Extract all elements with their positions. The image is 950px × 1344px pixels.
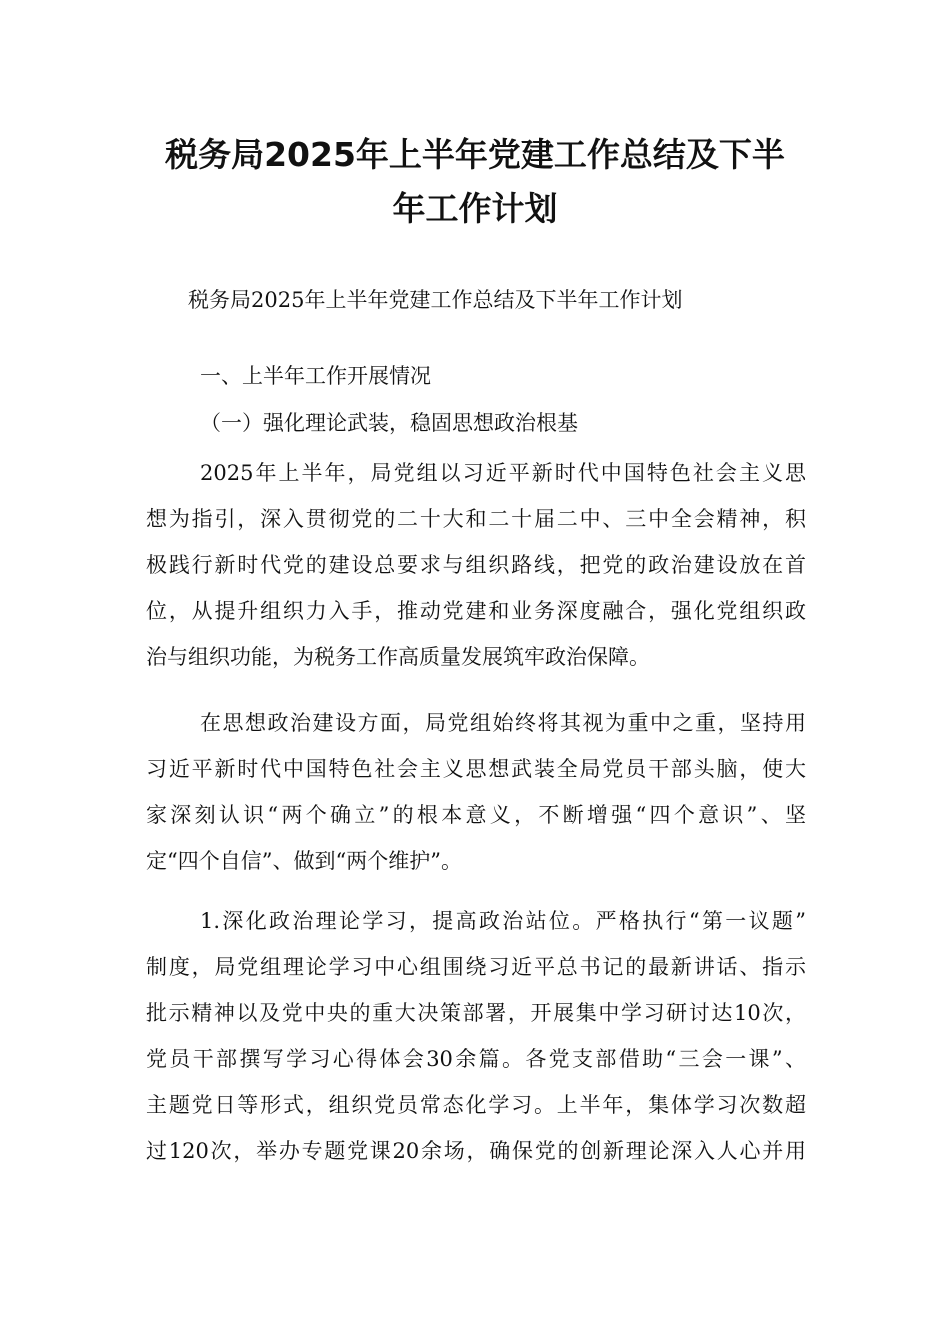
paragraph-3 xyxy=(146,898,806,1174)
paragraph-line: 1.深化政治理论学习，提高政治站位。严格执行“第一议题” xyxy=(200,909,806,933)
document-subtitle: 税务局2025年上半年党建工作总结及下半年工作计划 xyxy=(188,288,683,312)
title-line-2: 年工作计划 xyxy=(392,189,558,228)
subsection-heading-1: （一）强化理论武装，稳固思想政治根基 xyxy=(200,411,578,435)
paragraph-line: 在思想政治建设方面，局党组始终将其视为重中之重，坚持用 xyxy=(200,711,806,735)
paragraph-line: 家深刻认识“两个确立”的根本意义，不断增强“四个意识”、坚 xyxy=(146,803,806,827)
paragraph-line: 极践行新时代党的建设总要求与组织路线，把党的政治建设放在首 xyxy=(146,553,806,577)
paragraph-line: 过120次，举办专题党课20余场，确保党的创新理论深入人心并用 xyxy=(146,1139,806,1163)
section-heading-1: 一、上半年工作开展情况 xyxy=(200,364,431,388)
paragraph-line: 想为指引，深入贯彻党的二十大和二十届二中、三中全会精神，积 xyxy=(146,507,806,531)
paragraph-line: 定“四个自信”、做到“两个维护”。 xyxy=(146,849,462,873)
title-line-1: 税务局2025年上半年党建工作总结及下半 xyxy=(165,135,785,174)
paragraph-line: 2025年上半年，局党组以习近平新时代中国特色社会主义思 xyxy=(200,461,806,485)
document-title xyxy=(140,128,810,236)
paragraph-line: 制度，局党组理论学习中心组围绕习近平总书记的最新讲话、指示 xyxy=(146,955,806,979)
paragraph-line: 位，从提升组织力入手，推动党建和业务深度融合，强化党组织政 xyxy=(146,599,806,623)
paragraph-1 xyxy=(146,450,806,680)
paragraph-line: 党员干部撰写学习心得体会30余篇。各党支部借助“三会一课”、 xyxy=(146,1047,806,1071)
paragraph-line: 主题党日等形式，组织党员常态化学习。上半年，集体学习次数超 xyxy=(146,1093,806,1117)
paragraph-2 xyxy=(146,700,806,884)
paragraph-line: 习近平新时代中国特色社会主义思想武装全局党员干部头脑，使大 xyxy=(146,757,806,781)
paragraph-line: 批示精神以及党中央的重大决策部署，开展集中学习研讨达10次， xyxy=(146,1001,806,1025)
paragraph-line: 治与组织功能，为税务工作高质量发展筑牢政治保障。 xyxy=(146,645,650,669)
